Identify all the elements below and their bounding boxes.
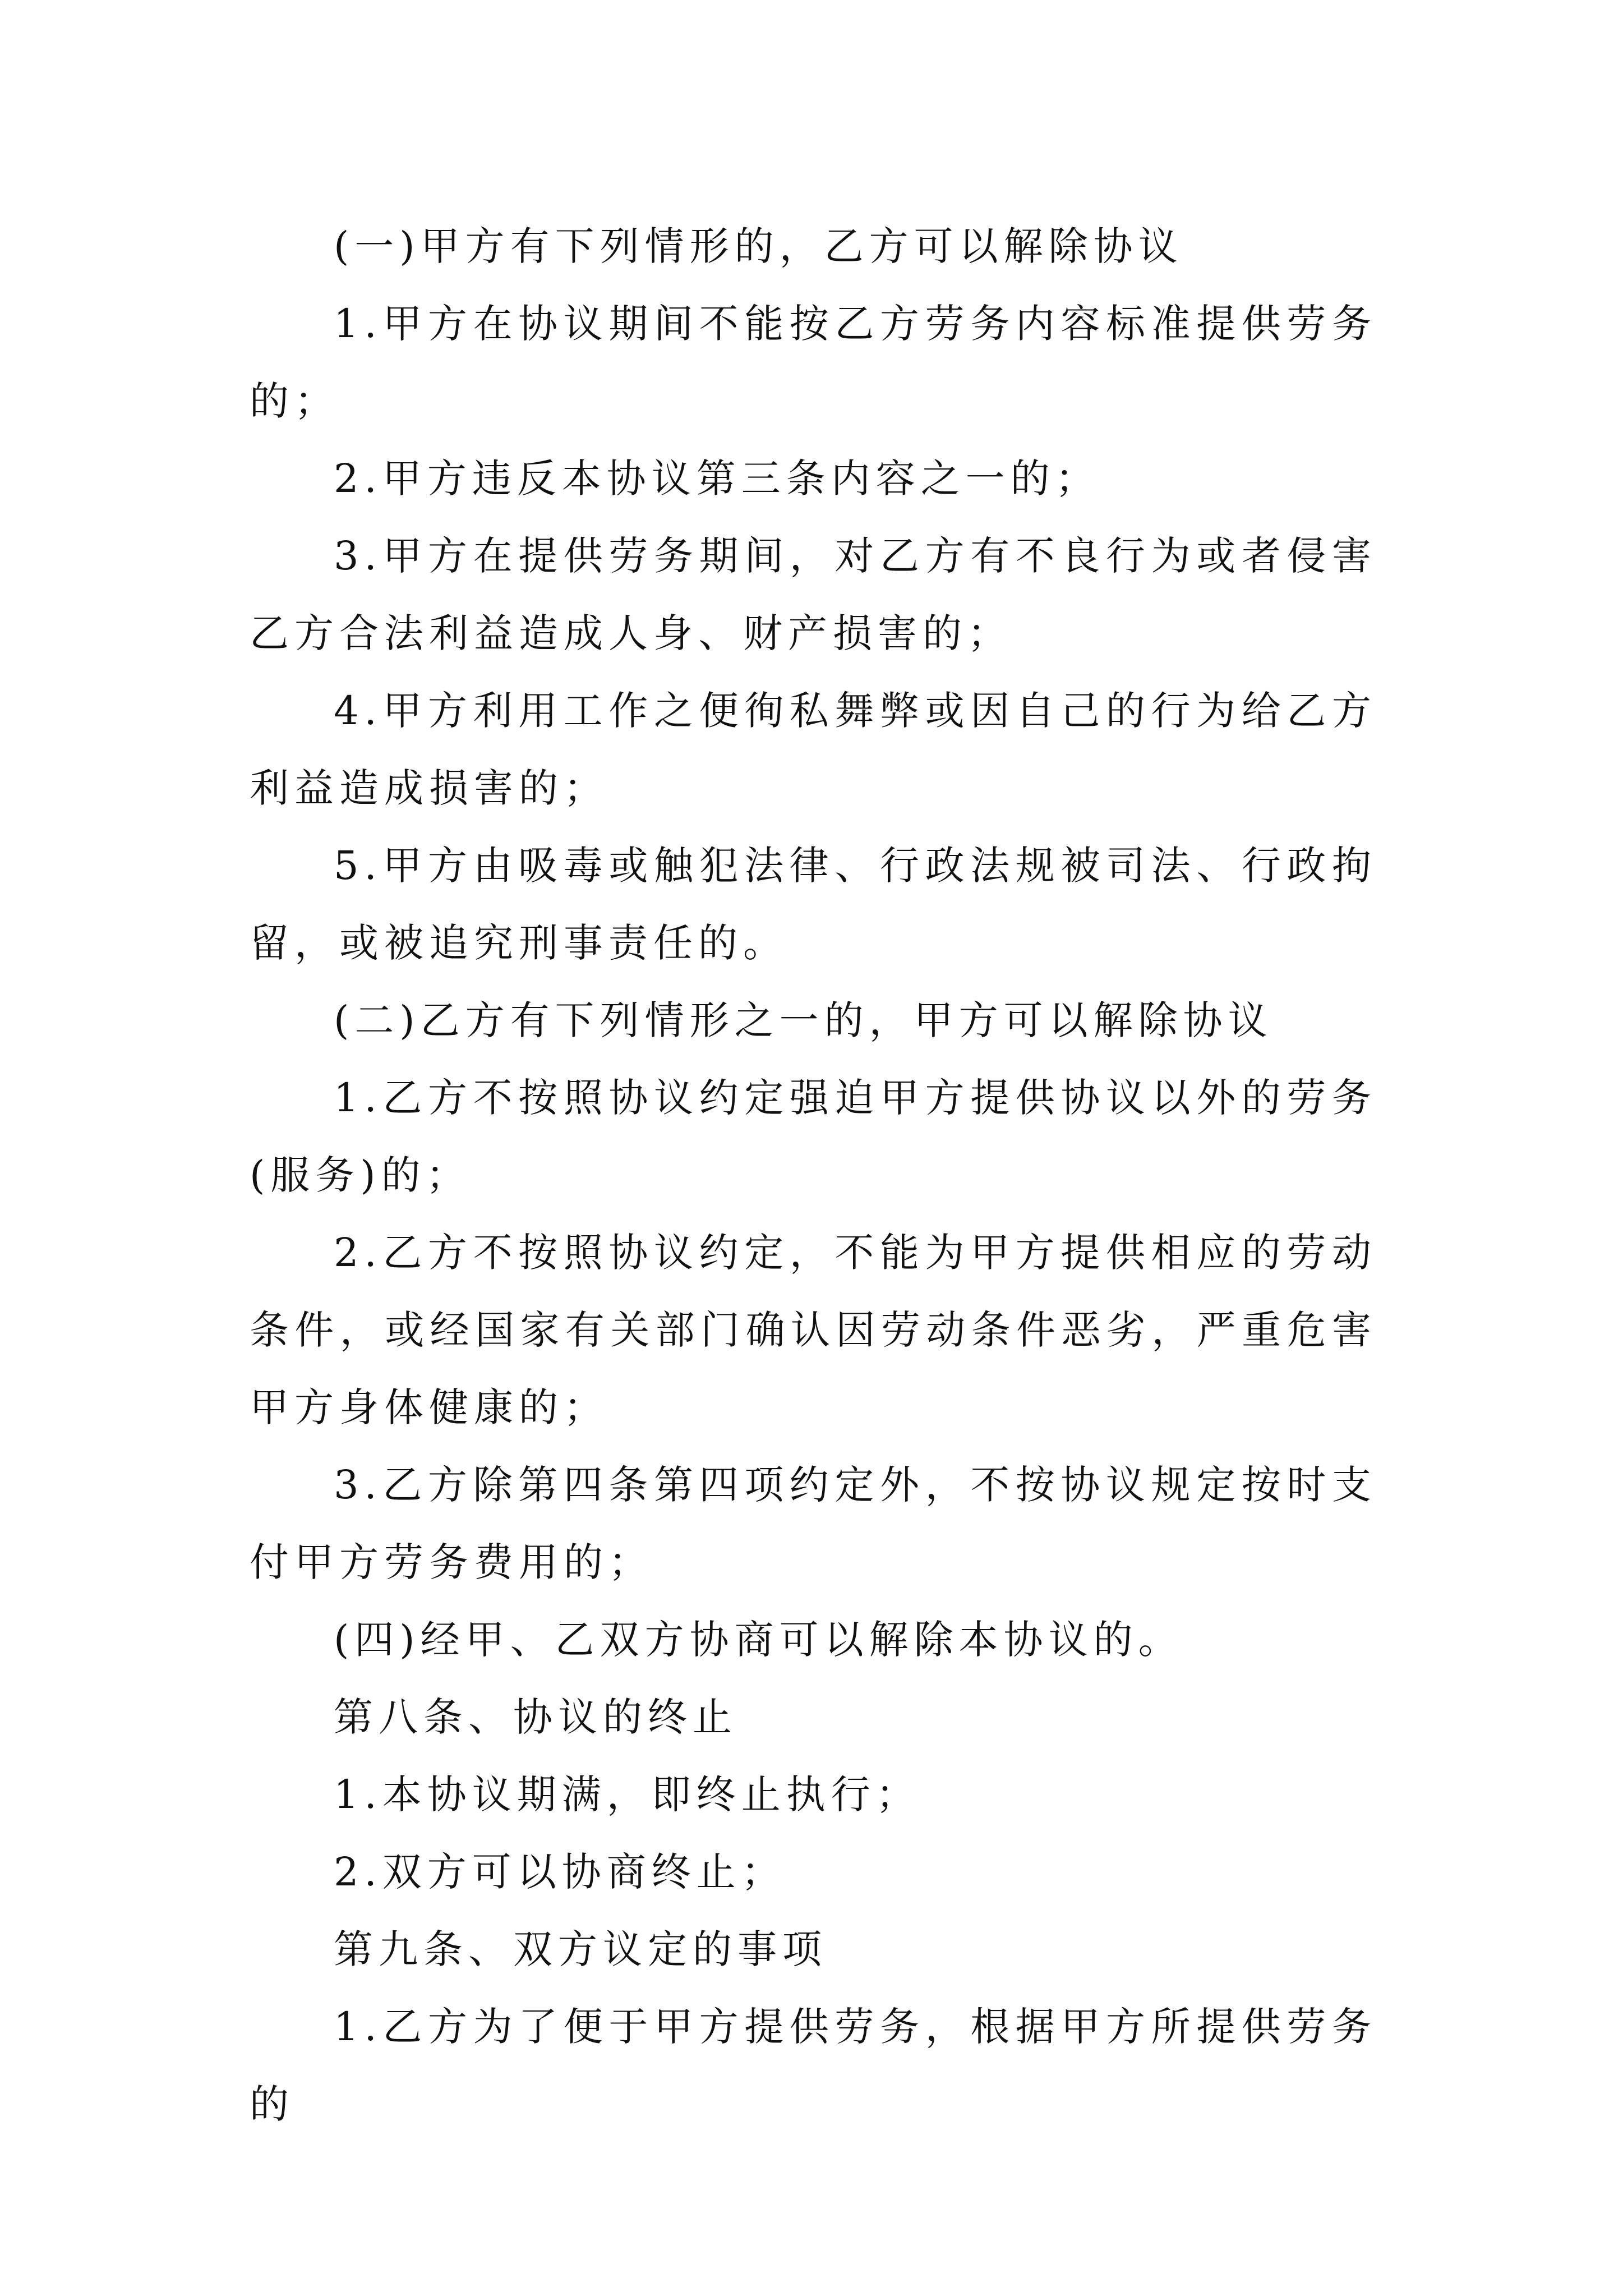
document-body	[250, 208, 1377, 2143]
clause-1-item-1: 1.甲方在协议期间不能按乙方劳务内容标准提供劳务的；	[250, 301, 1377, 424]
clause-1-item-5: 5.甲方由吸毒或触犯法律、行政法规被司法、行政拘留，或被追究刑事责任的。	[250, 843, 1377, 966]
article-8-item-2: 2.双方可以协商终止；	[334, 1849, 786, 1895]
article-8-item-1: 1.本协议期满，即终止执行；	[334, 1772, 921, 1818]
clause-1-item-3: 3.甲方在提供劳务期间，对乙方有不良行为或者侵害乙方合法利益造成人身、财产损害的；	[250, 533, 1377, 656]
clause-2-item-2: 2.乙方不按照协议约定，不能为甲方提供相应的劳动条件，或经国家有关部门确认因劳动条件恶劣，严重危害甲方身体健康的；	[250, 1230, 1377, 1430]
clause-1-item-4: 4.甲方利用工作之便徇私舞弊或因自己的行为给乙方利益造成损害的；	[250, 688, 1377, 811]
article-9-item-1: 1.乙方为了便于甲方提供劳务，根据甲方所提供劳务的	[250, 2004, 1377, 2127]
clause-1-item-2: 2.甲方违反本协议第三条内容之一的；	[334, 455, 1100, 501]
clause-2-item-3: 3.乙方除第四条第四项约定外，不按协议规定按时支付甲方劳务费用的；	[250, 1462, 1377, 1585]
clause-2-heading: (二)乙方有下列情形之一的，甲方可以解除协议	[334, 997, 1273, 1043]
clause-2-item-1: 1.乙方不按照协议约定强迫甲方提供协议以外的劳务(服务)的；	[250, 1075, 1377, 1198]
article-9-heading: 第九条、双方议定的事项	[334, 1926, 827, 1972]
article-8-heading: 第八条、协议的终止	[334, 1694, 737, 1740]
clause-1-heading: (一)甲方有下列情形的，乙方可以解除协议	[334, 223, 1183, 269]
clause-4-heading: (四)经甲、乙双方协商可以解除本协议的。	[334, 1617, 1183, 1663]
